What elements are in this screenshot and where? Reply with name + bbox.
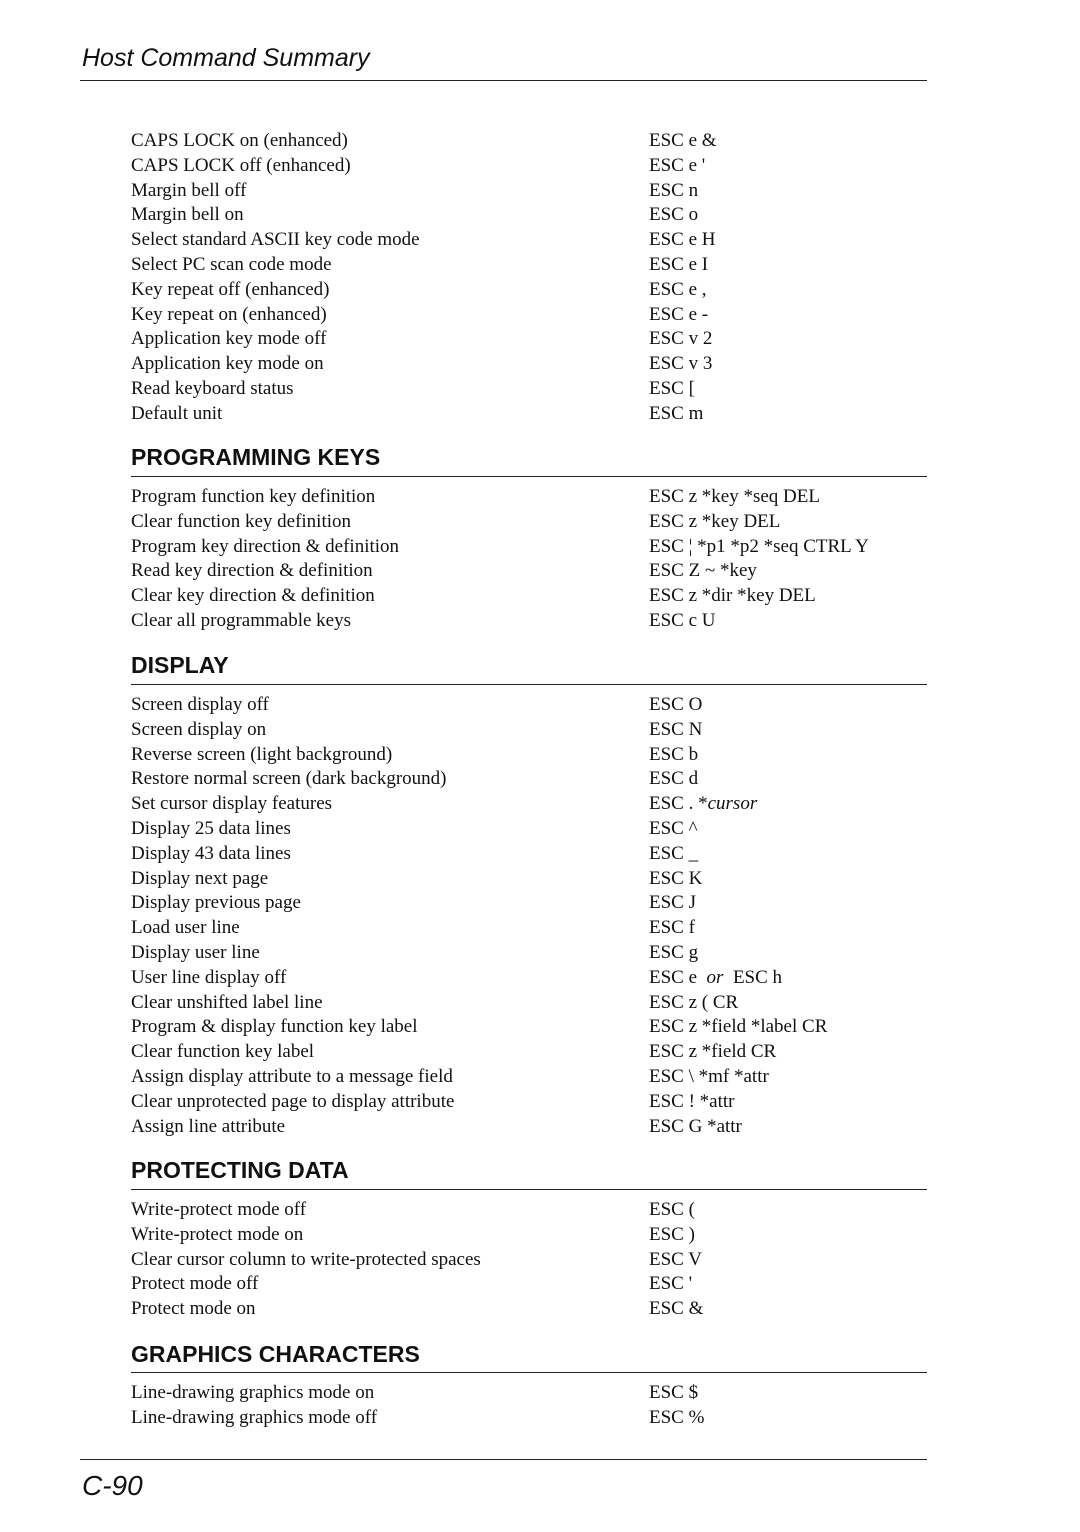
command-code: ESC ! *attr (649, 1090, 735, 1112)
command-code: ESC z *key DEL (649, 510, 781, 532)
command-description: CAPS LOCK on (enhanced) (131, 130, 348, 151)
section-heading: DISPLAY (131, 652, 229, 678)
command-description: Clear all programmable keys (131, 609, 352, 631)
command-description: Display user line (131, 941, 260, 963)
code-part: ESC h (723, 966, 783, 988)
command-code: ESC V (649, 1248, 702, 1270)
command-description: Display 25 data lines (131, 817, 291, 839)
command-code: ESC e ' (649, 154, 706, 176)
command-code: ESC v 2 (649, 328, 713, 350)
command-code: ESC K (649, 867, 703, 889)
section-rule (131, 1189, 927, 1190)
command-code: ESC % (649, 1406, 705, 1428)
command-code: ESC Z ~ *key (649, 560, 757, 582)
command-code: ESC z ( CR (649, 991, 739, 1013)
command-code: ESC $ (649, 1382, 699, 1403)
code-part: ESC e (649, 966, 707, 988)
command-description: Key repeat off (enhanced) (131, 278, 330, 300)
command-code: ESC O (649, 694, 703, 715)
command-description: Read key direction & definition (131, 560, 373, 582)
command-code: ESC v 3 (649, 353, 713, 375)
header-rule (80, 80, 927, 81)
command-description: Protect mode off (131, 1273, 259, 1295)
command-description: Reverse screen (light background) (131, 743, 393, 765)
command-description: Margin bell on (131, 204, 244, 226)
section-display (131, 650, 927, 691)
command-code: ESC m (649, 402, 704, 424)
command-description: Set cursor display features (131, 793, 333, 815)
code-italic-part: or (706, 966, 724, 988)
command-description: Application key mode off (131, 328, 327, 350)
command-code: ESC c U (649, 609, 716, 631)
command-code: ESC f (649, 917, 695, 939)
command-code: ESC b (649, 743, 699, 765)
command-code: ESC e H (649, 229, 716, 251)
command-code: ESC ) (649, 1223, 695, 1245)
command-description: Margin bell off (131, 179, 247, 201)
command-description: Line-drawing graphics mode off (131, 1406, 378, 1428)
command-code: ESC z *dir *key DEL (649, 585, 816, 607)
section-rule (131, 476, 927, 477)
command-description: Screen display on (131, 718, 267, 740)
command-description: Write-protect mode on (131, 1223, 304, 1245)
command-code: ESC e I (649, 253, 709, 275)
command-code: ESC e , (649, 278, 707, 300)
section-programming-keys (131, 442, 927, 483)
command-description: CAPS LOCK off (enhanced) (131, 154, 351, 176)
command-code: ESC n (649, 179, 699, 201)
footer-rule (80, 1459, 927, 1460)
command-description: Select standard ASCII key code mode (131, 229, 420, 251)
command-code: ESC ¦ *p1 *p2 *seq CTRL Y (649, 535, 869, 557)
command-description: Restore normal screen (dark background) (131, 768, 447, 790)
command-description: Load user line (131, 917, 240, 939)
command-description: Read keyboard status (131, 377, 294, 399)
command-description: Program & display function key label (131, 1016, 418, 1038)
page-number: C-90 (82, 1470, 143, 1501)
command-code: ESC z *field CR (649, 1041, 777, 1063)
command-description: Clear unshifted label line (131, 991, 323, 1013)
section-protecting-data (131, 1155, 927, 1196)
command-code: ESC z *field *label CR (649, 1016, 828, 1038)
command-code (649, 792, 757, 817)
command-description: Assign line attribute (131, 1115, 286, 1137)
command-description: Display next page (131, 867, 269, 889)
command-code: ESC & (649, 1298, 704, 1320)
page-header-title: Host Command Summary (82, 44, 370, 72)
command-description: Clear cursor column to write-protected spaces (131, 1248, 481, 1270)
command-code: ESC N (649, 718, 703, 740)
section-heading: GRAPHICS CHARACTERS (131, 1341, 420, 1367)
command-description: Default unit (131, 402, 223, 424)
command-description: Write-protect mode off (131, 1199, 307, 1220)
command-description: Screen display off (131, 694, 269, 715)
command-description: Protect mode on (131, 1298, 256, 1320)
section-heading: PROTECTING DATA (131, 1157, 349, 1183)
command-description: Assign display attribute to a message field (131, 1065, 453, 1087)
command-code: ESC g (649, 941, 699, 963)
command-description: User line display off (131, 966, 287, 988)
command-code: ESC d (649, 768, 699, 790)
command-code: ESC J (649, 892, 696, 914)
command-code: ESC e - (649, 303, 709, 325)
command-code: ESC ^ (649, 817, 698, 839)
command-description: Clear key direction & definition (131, 585, 375, 607)
command-description: Key repeat on (enhanced) (131, 303, 327, 325)
section-rule (131, 684, 927, 685)
command-code: ESC ' (649, 1273, 693, 1295)
code-part: ESC . * (649, 793, 708, 815)
command-description: Program key direction & definition (131, 535, 400, 557)
command-code: ESC o (649, 204, 699, 226)
section-rule (131, 1372, 927, 1373)
command-code: ESC ( (649, 1199, 695, 1220)
command-code: ESC [ (649, 377, 695, 399)
command-description: Clear function key label (131, 1041, 315, 1063)
command-description: Program function key definition (131, 486, 376, 507)
command-description: Clear unprotected page to display attribute (131, 1090, 455, 1112)
command-description: Select PC scan code mode (131, 253, 332, 275)
command-code: ESC _ (649, 842, 699, 864)
command-description: Clear function key definition (131, 510, 352, 532)
command-description: Display previous page (131, 892, 301, 914)
command-code (649, 966, 782, 991)
command-code: ESC z *key *seq DEL (649, 486, 820, 507)
command-code: ESC G *attr (649, 1115, 742, 1137)
section-heading: PROGRAMMING KEYS (131, 444, 381, 470)
command-description: Line-drawing graphics mode on (131, 1382, 375, 1403)
command-description: Application key mode on (131, 353, 324, 375)
command-code: ESC e & (649, 130, 717, 151)
code-italic-part: cursor (707, 793, 758, 815)
command-description: Display 43 data lines (131, 842, 291, 864)
section-graphics-characters (131, 1339, 927, 1379)
command-code: ESC \ *mf *attr (649, 1065, 769, 1087)
